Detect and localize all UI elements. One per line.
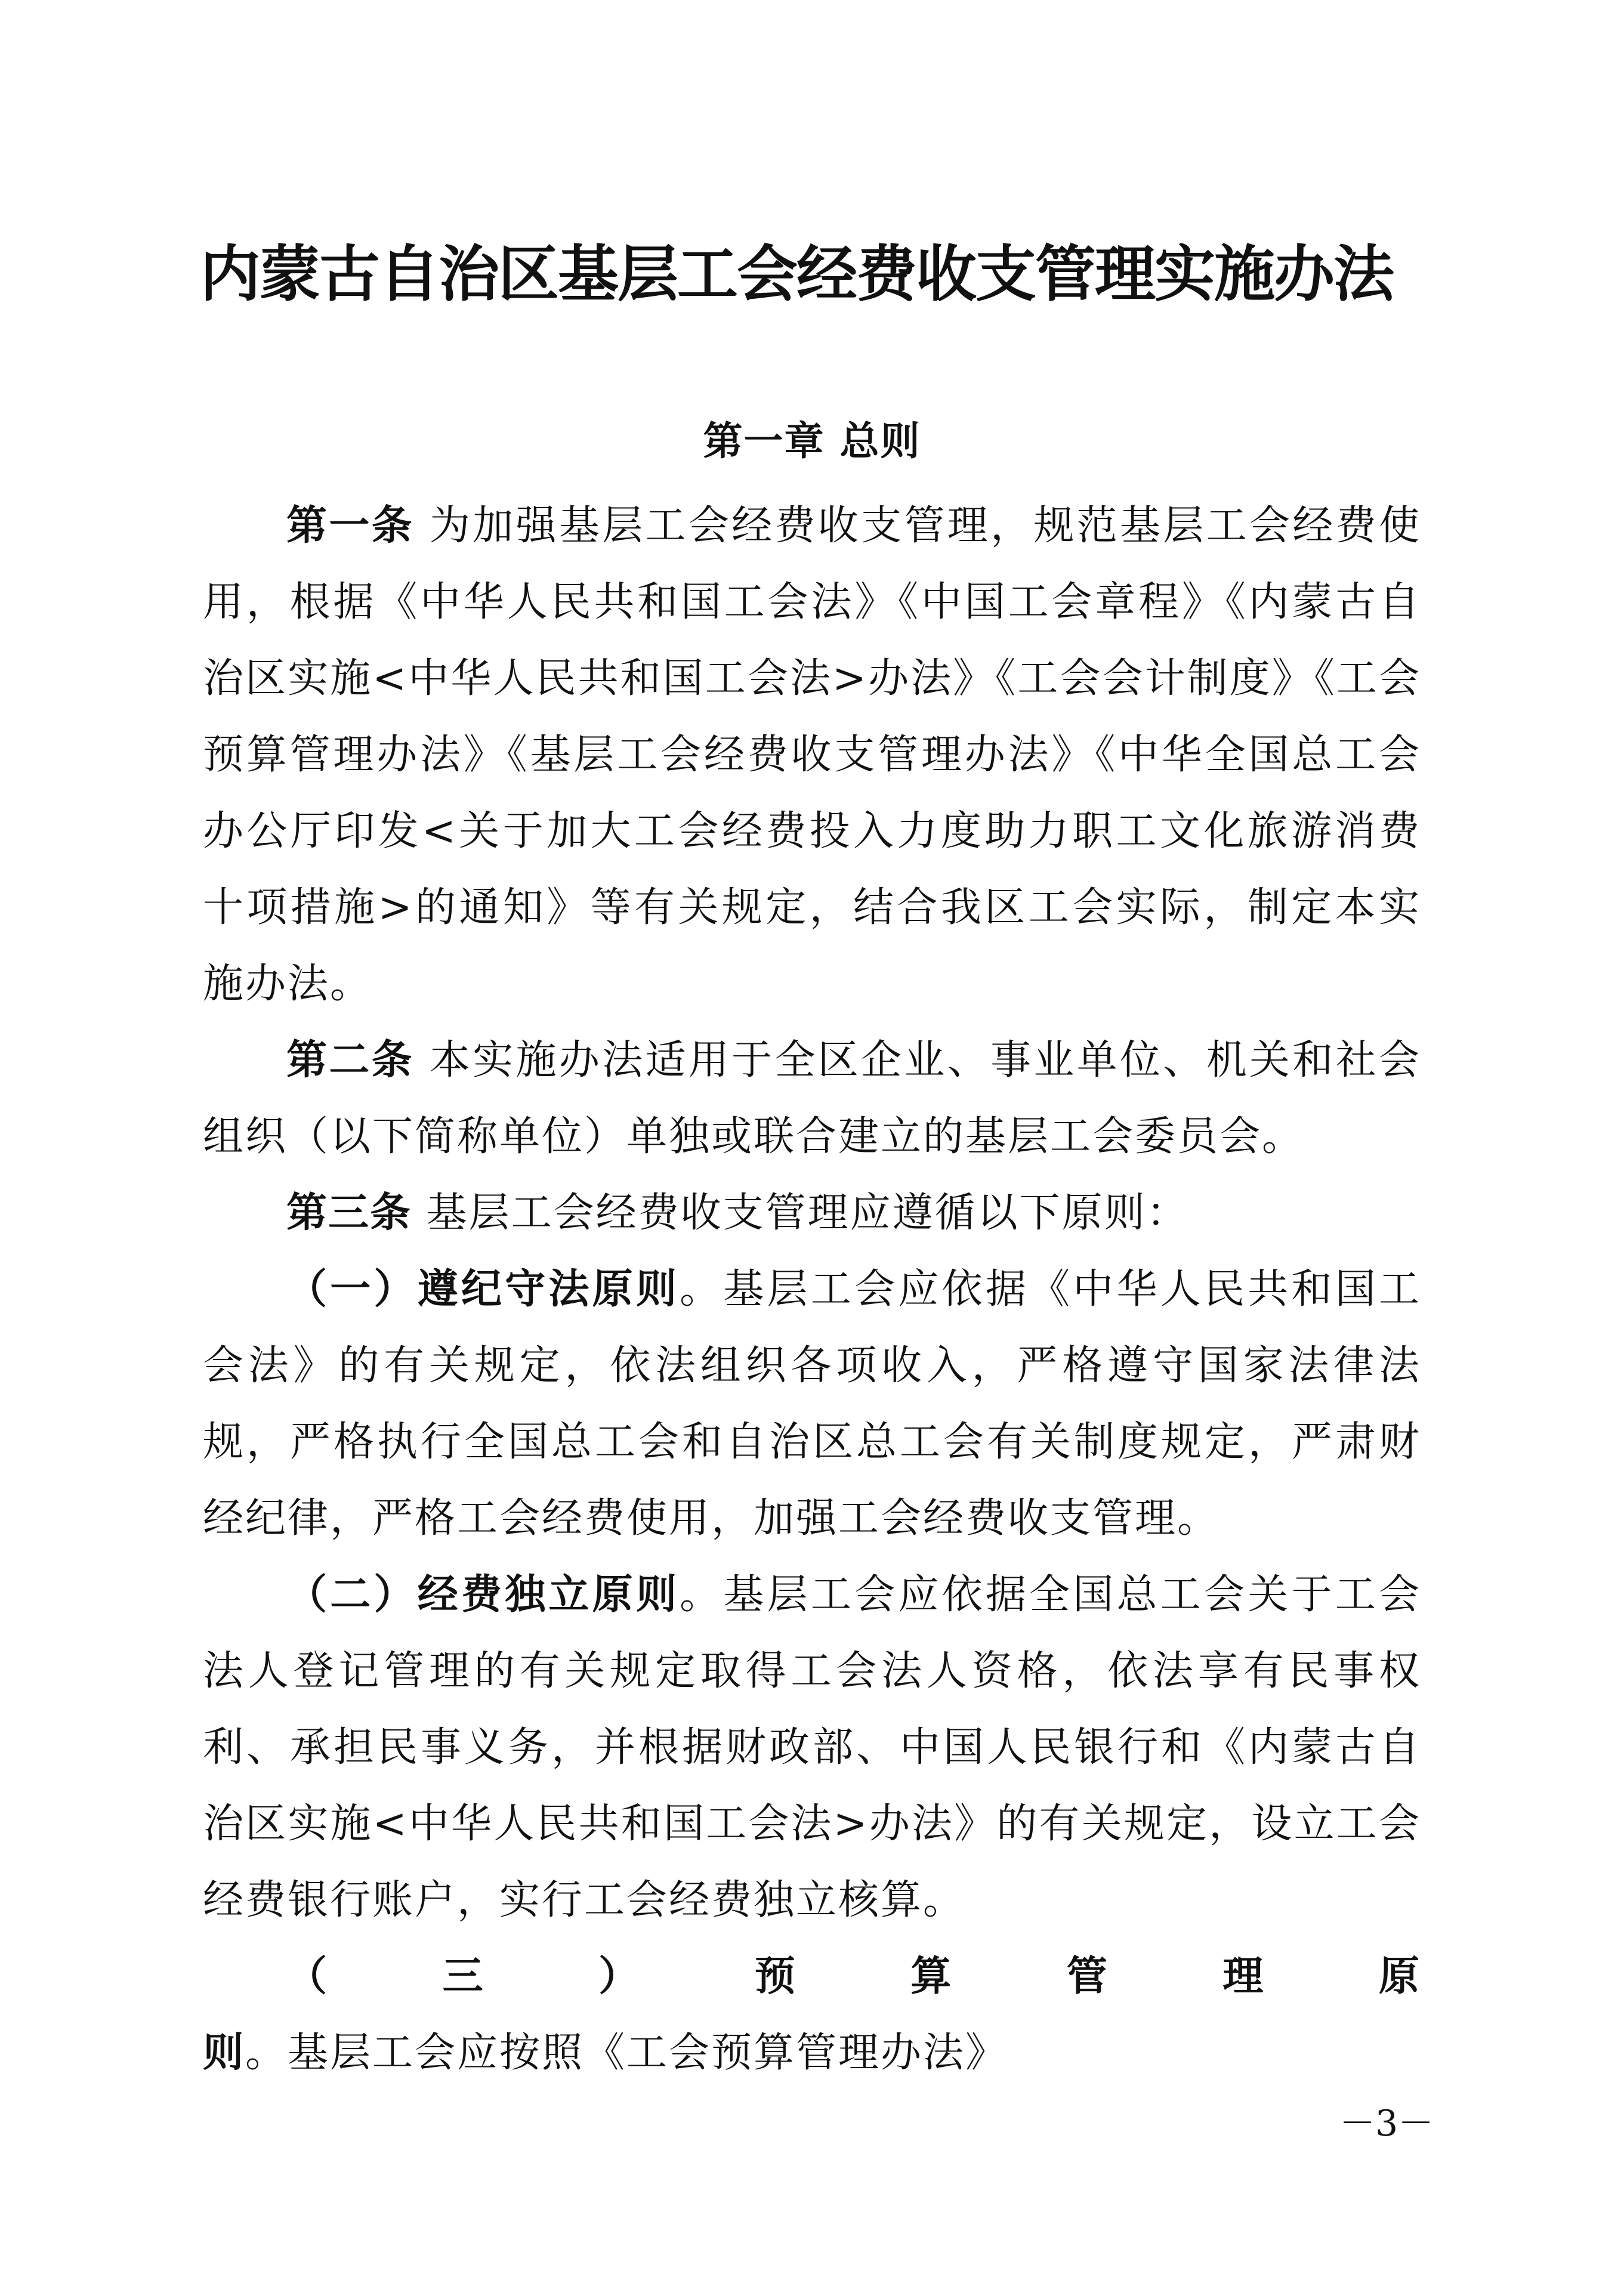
document-body [203, 488, 1421, 2091]
article-2-paragraph [203, 1022, 1421, 1175]
article-text: 基层工会经费收支管理应遵循以下原则： [412, 1189, 1189, 1237]
principle-2-paragraph [203, 1557, 1421, 1939]
principle-3-paragraph [203, 1939, 1421, 2091]
article-label: 第一条 [286, 502, 414, 549]
article-3-paragraph [203, 1175, 1421, 1251]
article-label: 第三条 [286, 1189, 412, 1237]
page-number: －3－ [1339, 2103, 1434, 2144]
principle-text: 。基层工会应依据《中华人民共和国工会法》的有关规定，依法组织各项收入，严格遵守国家法律法规，严格执行全国总工会和自治区总工会有关制度规定，严肃财经纪律，严格工会经费使用，加强工会经费收支管理。 [203, 1266, 1421, 1542]
principle-label: （二）经费独立原则 [286, 1571, 680, 1618]
article-label: 第二条 [286, 1037, 414, 1084]
principle-text: 。基层工会应按照《工会预算管理办法》 [245, 2029, 1008, 2076]
principle-1-paragraph [203, 1251, 1421, 1557]
article-text: 本实施办法适用于全区企业、事业单位、机关和社会组织（以下简称单位）单独或联合建立的基层工会委员会。 [203, 1037, 1421, 1160]
article-1-paragraph [203, 488, 1421, 1022]
chapter-heading: 第一章 总则 [703, 418, 921, 464]
principle-label: （三）预算管理原则 [203, 1953, 1421, 2076]
article-text: 为加强基层工会经费收支管理，规范基层工会经费使用，根据《中华人民共和国工会法》《中国工会章程》《内蒙古自治区实施<中华人民共和国工会法>办法》《工会会计制度》《工会预算管理办法》《基层工会经费收支管理办法》《中华全国总工会办公厅印发<关于加大工会经费投入力度助力职工文化旅游消费十项措施>的通知》等有关规定，结合我区工会实际，制定本实施办法。 [203, 502, 1421, 1008]
principle-label: （一）遵纪守法原则 [286, 1266, 680, 1313]
principle-text: 。基层工会应依据全国总工会关于工会法人登记管理的有关规定取得工会法人资格，依法享有民事权利、承担民事义务，并根据财政部、中国人民银行和《内蒙古自治区实施<中华人民共和国工会法>办法》的有关规定，设立工会经费银行账户，实行工会经费独立核算。 [203, 1571, 1421, 1924]
document-title: 内蒙古自治区基层工会经费收支管理实施办法 [200, 239, 1393, 310]
